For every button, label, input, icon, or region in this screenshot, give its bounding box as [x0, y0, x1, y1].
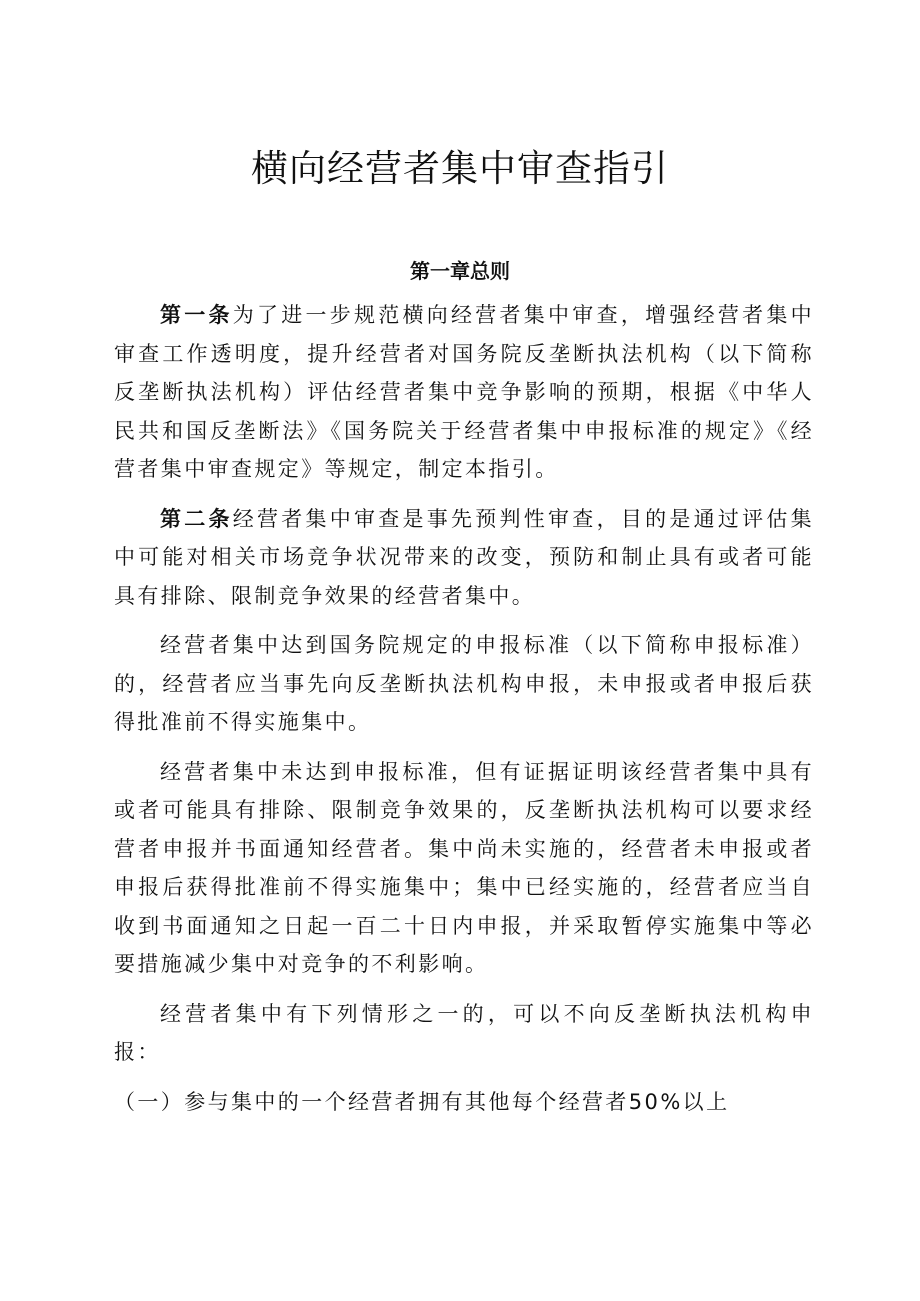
article-1-paragraph [114, 296, 814, 489]
paragraph [114, 626, 814, 742]
paragraph-text: 经营者集中审查是事先预判性审查，目的是通过评估集中可能对相关市场竞争状况带来的改变，预防和制止具有或者可能具有排除、限制竞争效果的经营者集中。 [114, 506, 814, 608]
paragraph [114, 753, 814, 984]
paragraph [114, 995, 814, 1072]
document-body [114, 296, 814, 1132]
article-2-paragraph [114, 500, 814, 616]
article-label: 第一条 [160, 303, 233, 327]
document-title: 横向经营者集中审查指引 [251, 147, 669, 190]
paragraph-text: 经营者集中达到国务院规定的申报标准（以下简称申报标准）的，经营者应当事先向反垄断执法机构申报，未申报或者申报后获得批准前不得实施集中。 [114, 633, 814, 734]
chapter-heading: 第一章总则 [410, 259, 510, 283]
article-label: 第二条 [160, 506, 233, 531]
paragraph-text: 经营者集中有下列情形之一的，可以不向反垄断执法机构申报： [114, 1001, 814, 1064]
paragraph-text: 经营者集中未达到申报标准，但有证据证明该经营者集中具有或者可能具有排除、限制竞争效果的，反垄断执法机构可以要求经营者申报并书面通知经营者。集中尚未实施的，经营者未申报或者申报后获得批准前不得实施集中；集中已经实施的，经营者应当自收到书面通知之日起一百二十日内申报，并采取暂停实施集中等必要措施减少集中对竞争的不利影响。 [114, 759, 814, 976]
paragraph-text: 为了进一步规范横向经营者集中审查，增强经营者集中审查工作透明度，提升经营者对国务院反垄断执法机构（以下简称反垄断执法机构）评估经营者集中竞争影响的预期，根据《中华人民共和国反垄断法》《国务院关于经营者集中申报标准的规定》《经营者集中审查规定》等规定，制定本指引。 [114, 303, 814, 481]
list-item: （一）参与集中的一个经营者拥有其他每个经营者50%以上 [114, 1089, 730, 1114]
